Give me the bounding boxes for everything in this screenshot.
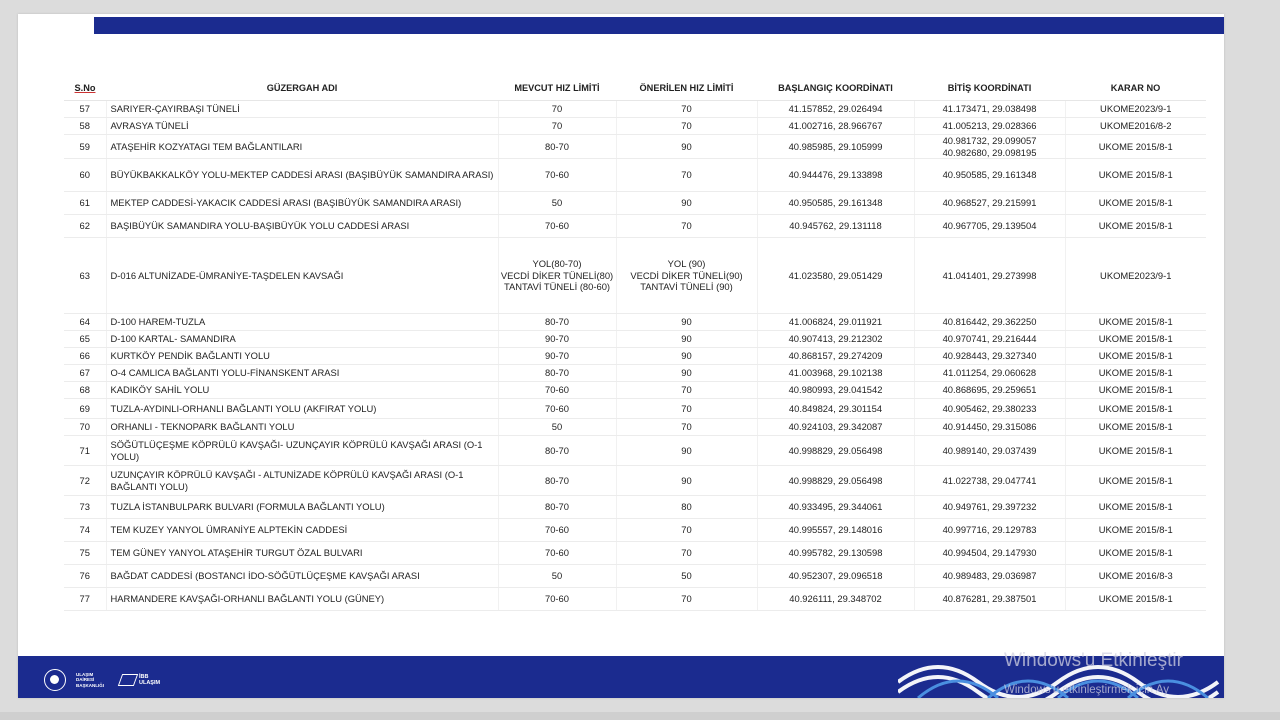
row-end-coordinate: 41.022738, 29.047741 <box>914 466 1065 496</box>
table-row <box>64 436 1206 466</box>
row-end-coordinate: 40.994504, 29.147930 <box>914 542 1065 565</box>
row-route-name: D-100 HAREM-TUZLA <box>106 314 498 331</box>
row-current-limit: 90-70 <box>498 348 616 365</box>
row-decision-no: UKOME 2015/8-1 <box>1065 466 1206 496</box>
row-start-coordinate: 40.945762, 29.131118 <box>757 215 914 238</box>
row-end-coordinate: 40.816442, 29.362250 <box>914 314 1065 331</box>
row-current-limit: 80-70 <box>498 436 616 466</box>
row-end-coordinate: 40.981732, 29.099057 40.982680, 29.098195 <box>914 135 1065 159</box>
table-row <box>64 419 1206 436</box>
row-proposed-limit: 90 <box>616 365 757 382</box>
row-proposed-limit: 70 <box>616 419 757 436</box>
row-current-limit: 70-60 <box>498 159 616 192</box>
activation-watermark-subtitle: Windows'u etkinleştirmek için Ay <box>1004 684 1169 696</box>
row-end-coordinate: 40.997716, 29.129783 <box>914 519 1065 542</box>
row-proposed-limit: 90 <box>616 331 757 348</box>
ulasim-mark-icon <box>118 674 138 686</box>
row-current-limit: 70-60 <box>498 399 616 419</box>
row-start-coordinate: 41.002716, 28.966767 <box>757 118 914 135</box>
table-row <box>64 542 1206 565</box>
row-proposed-limit: YOL (90) VECDİ DİKER TÜNELİ(90) TANTAVİ TÜNELİ (90) <box>616 238 757 314</box>
row-sno: 59 <box>64 135 106 159</box>
row-decision-no: UKOME 2015/8-1 <box>1065 159 1206 192</box>
table-header-row <box>64 76 1206 101</box>
row-end-coordinate: 40.968527, 29.215991 <box>914 192 1065 215</box>
row-route-name: ORHANLI - TEKNOPARK BAĞLANTI YOLU <box>106 419 498 436</box>
ulasim-logo-top: İBB <box>139 673 149 680</box>
row-current-limit: 70-60 <box>498 542 616 565</box>
row-start-coordinate: 40.868157, 29.274209 <box>757 348 914 365</box>
row-route-name: BÜYÜKBAKKALKÖY YOLU-MEKTEP CADDESİ ARASI (BAŞIBÜYÜK SAMANDIRA ARASI) <box>106 159 498 192</box>
row-current-limit: 80-70 <box>498 496 616 519</box>
row-start-coordinate: 40.924103, 29.342087 <box>757 419 914 436</box>
row-decision-no: UKOME 2015/8-1 <box>1065 588 1206 611</box>
header-sno: S.No <box>64 76 106 101</box>
row-start-coordinate: 41.023580, 29.051429 <box>757 238 914 314</box>
row-end-coordinate: 40.970741, 29.216444 <box>914 331 1065 348</box>
row-decision-no: UKOME 2016/8-3 <box>1065 565 1206 588</box>
row-route-name: KURTKÖY PENDİK BAĞLANTI YOLU <box>106 348 498 365</box>
row-start-coordinate: 40.944476, 29.133898 <box>757 159 914 192</box>
row-end-coordinate: 41.041401, 29.273998 <box>914 238 1065 314</box>
row-proposed-limit: 70 <box>616 588 757 611</box>
row-current-limit: 80-70 <box>498 135 616 159</box>
row-current-limit: 50 <box>498 565 616 588</box>
row-end-coordinate: 40.928443, 29.327340 <box>914 348 1065 365</box>
row-start-coordinate: 40.849824, 29.301154 <box>757 399 914 419</box>
row-current-limit: 80-70 <box>498 314 616 331</box>
row-route-name: D-100 KARTAL- SAMANDIRA <box>106 331 498 348</box>
table-row <box>64 192 1206 215</box>
row-decision-no: UKOME2023/9-1 <box>1065 238 1206 314</box>
slide <box>18 14 1224 698</box>
row-proposed-limit: 70 <box>616 159 757 192</box>
row-route-name: TUZLA-AYDINLI-ORHANLI BAĞLANTI YOLU (AKFIRAT YOLU) <box>106 399 498 419</box>
row-start-coordinate: 41.003968, 29.102138 <box>757 365 914 382</box>
row-route-name: TUZLA İSTANBULPARK BULVARI (FORMULA BAĞLANTI YOLU) <box>106 496 498 519</box>
ulasim-logo-bottom: ULAŞIM <box>139 680 161 686</box>
row-start-coordinate: 40.985985, 29.105999 <box>757 135 914 159</box>
row-end-coordinate: 40.949761, 29.397232 <box>914 496 1065 519</box>
row-decision-no: UKOME 2015/8-1 <box>1065 365 1206 382</box>
row-decision-no: UKOME 2015/8-1 <box>1065 436 1206 466</box>
row-sno: 61 <box>64 192 106 215</box>
row-end-coordinate: 40.876281, 29.387501 <box>914 588 1065 611</box>
row-decision-no: UKOME 2015/8-1 <box>1065 419 1206 436</box>
row-sno: 58 <box>64 118 106 135</box>
row-proposed-limit: 90 <box>616 192 757 215</box>
row-end-coordinate: 41.011254, 29.060628 <box>914 365 1065 382</box>
row-proposed-limit: 80 <box>616 496 757 519</box>
row-start-coordinate: 41.006824, 29.011921 <box>757 314 914 331</box>
row-start-coordinate: 40.998829, 29.056498 <box>757 466 914 496</box>
row-route-name: BAŞIBÜYÜK SAMANDIRA YOLU-BAŞIBÜYÜK YOLU CADDESİ ARASI <box>106 215 498 238</box>
table-row <box>64 118 1206 135</box>
row-sno: 63 <box>64 238 106 314</box>
row-end-coordinate: 40.989140, 29.037439 <box>914 436 1065 466</box>
header-end-coordinate: BİTİŞ KOORDİNATI <box>914 76 1065 101</box>
header-decision-no: KARAR NO <box>1065 76 1206 101</box>
row-start-coordinate: 40.926111, 29.348702 <box>757 588 914 611</box>
row-proposed-limit: 70 <box>616 542 757 565</box>
row-end-coordinate: 41.173471, 29.038498 <box>914 101 1065 118</box>
row-end-coordinate: 40.868695, 29.259651 <box>914 382 1065 399</box>
row-sno: 76 <box>64 565 106 588</box>
row-sno: 70 <box>64 419 106 436</box>
row-route-name: TEM GÜNEY YANYOL ATAŞEHİR TURGUT ÖZAL BULVARI <box>106 542 498 565</box>
row-current-limit: 50 <box>498 192 616 215</box>
table-row <box>64 399 1206 419</box>
table-row <box>64 565 1206 588</box>
row-current-limit: YOL(80-70) VECDİ DİKER TÜNELİ(80) TANTAVİ TÜNELİ (80-60) <box>498 238 616 314</box>
row-current-limit: 80-70 <box>498 466 616 496</box>
table-row <box>64 466 1206 496</box>
table-row <box>64 215 1206 238</box>
row-proposed-limit: 70 <box>616 118 757 135</box>
row-route-name: HARMANDERE KAVŞAĞI-ORHANLI BAĞLANTI YOLU (GÜNEY) <box>106 588 498 611</box>
row-current-limit: 50 <box>498 419 616 436</box>
row-sno: 74 <box>64 519 106 542</box>
department-logo-text: ULAŞIM DAİRESİ BAŞKANLIĞI <box>76 671 104 688</box>
table-row <box>64 238 1206 314</box>
row-route-name: ATAŞEHİR KOZYATAGI TEM BAĞLANTILARI <box>106 135 498 159</box>
table-row <box>64 101 1206 118</box>
row-decision-no: UKOME2016/8-2 <box>1065 118 1206 135</box>
row-proposed-limit: 50 <box>616 565 757 588</box>
row-route-name: AVRASYA TÜNELİ <box>106 118 498 135</box>
row-end-coordinate: 41.005213, 29.028366 <box>914 118 1065 135</box>
row-end-coordinate: 40.967705, 29.139504 <box>914 215 1065 238</box>
row-current-limit: 70-60 <box>498 215 616 238</box>
row-proposed-limit: 90 <box>616 436 757 466</box>
row-end-coordinate: 40.914450, 29.315086 <box>914 419 1065 436</box>
row-current-limit: 70-60 <box>498 519 616 542</box>
row-route-name: SÖĞÜTLÜÇEŞME KÖPRÜLÜ KAVŞAĞI- UZUNÇAYIR KÖPRÜLÜ KAVŞAĞI ARASI (O-1 YOLU) <box>106 436 498 466</box>
row-current-limit: 80-70 <box>498 365 616 382</box>
ulasim-logo <box>120 674 160 687</box>
row-route-name: UZUNÇAYIR KÖPRÜLÜ KAVŞAĞI - ALTUNİZADE KÖPRÜLÜ KAVŞAĞI ARASI (O-1 BAĞLANTI YOLU) <box>106 466 498 496</box>
row-decision-no: UKOME 2015/8-1 <box>1065 215 1206 238</box>
row-sno: 62 <box>64 215 106 238</box>
row-start-coordinate: 40.933495, 29.344061 <box>757 496 914 519</box>
row-current-limit: 70 <box>498 101 616 118</box>
row-sno: 64 <box>64 314 106 331</box>
row-proposed-limit: 70 <box>616 382 757 399</box>
row-start-coordinate: 40.950585, 29.161348 <box>757 192 914 215</box>
table-row <box>64 382 1206 399</box>
row-sno: 77 <box>64 588 106 611</box>
row-start-coordinate: 40.952307, 29.096518 <box>757 565 914 588</box>
footer-logos <box>44 666 160 694</box>
table-row <box>64 588 1206 611</box>
speed-limit-table <box>64 76 1206 611</box>
activation-watermark-title: Windows'u Etkinleştir <box>1004 650 1183 671</box>
header-route: GÜZERGAH ADI <box>106 76 498 101</box>
row-current-limit: 90-70 <box>498 331 616 348</box>
row-start-coordinate: 40.980993, 29.041542 <box>757 382 914 399</box>
top-accent-bar <box>94 17 1224 34</box>
header-start-coordinate: BAŞLANGIÇ KOORDİNATI <box>757 76 914 101</box>
row-route-name: KADIKÖY SAHİL YOLU <box>106 382 498 399</box>
row-decision-no: UKOME 2015/8-1 <box>1065 496 1206 519</box>
row-end-coordinate: 40.950585, 29.161348 <box>914 159 1065 192</box>
row-sno: 68 <box>64 382 106 399</box>
row-sno: 75 <box>64 542 106 565</box>
table-row <box>64 496 1206 519</box>
header-proposed-limit: ÖNERİLEN HIZ LİMİTİ <box>616 76 757 101</box>
row-proposed-limit: 70 <box>616 215 757 238</box>
row-decision-no: UKOME 2015/8-1 <box>1065 348 1206 365</box>
table-row <box>64 159 1206 192</box>
row-decision-no: UKOME 2015/8-1 <box>1065 331 1206 348</box>
row-sno: 66 <box>64 348 106 365</box>
row-route-name: MEKTEP CADDESİ-YAKACIK CADDESİ ARASI (BAŞIBÜYÜK SAMANDIRA ARASI) <box>106 192 498 215</box>
taskbar-strip <box>0 712 1280 720</box>
row-proposed-limit: 70 <box>616 101 757 118</box>
table-row <box>64 348 1206 365</box>
row-sno: 67 <box>64 365 106 382</box>
row-sno: 73 <box>64 496 106 519</box>
row-decision-no: UKOME 2015/8-1 <box>1065 382 1206 399</box>
row-proposed-limit: 90 <box>616 348 757 365</box>
table-row <box>64 331 1206 348</box>
table-row <box>64 314 1206 331</box>
row-decision-no: UKOME 2015/8-1 <box>1065 519 1206 542</box>
table-row <box>64 365 1206 382</box>
row-sno: 69 <box>64 399 106 419</box>
row-start-coordinate: 40.995557, 29.148016 <box>757 519 914 542</box>
row-sno: 60 <box>64 159 106 192</box>
header-current-limit: MEVCUT HIZ LİMİTİ <box>498 76 616 101</box>
table-row <box>64 519 1206 542</box>
row-decision-no: UKOME 2015/8-1 <box>1065 399 1206 419</box>
row-end-coordinate: 40.989483, 29.036987 <box>914 565 1065 588</box>
row-sno: 72 <box>64 466 106 496</box>
row-route-name: TEM KUZEY YANYOL ÜMRANİYE ALPTEKİN CADDESİ <box>106 519 498 542</box>
row-decision-no: UKOME 2015/8-1 <box>1065 135 1206 159</box>
row-decision-no: UKOME 2015/8-1 <box>1065 542 1206 565</box>
row-end-coordinate: 40.905462, 29.380233 <box>914 399 1065 419</box>
row-proposed-limit: 70 <box>616 399 757 419</box>
table-row <box>64 135 1206 159</box>
row-sno: 57 <box>64 101 106 118</box>
row-decision-no: UKOME 2015/8-1 <box>1065 314 1206 331</box>
row-proposed-limit: 90 <box>616 314 757 331</box>
row-route-name: BAĞDAT CADDESİ (BOSTANCI İDO-SÖĞÜTLÜÇEŞME KAVŞAĞI ARASI <box>106 565 498 588</box>
row-route-name: D-016 ALTUNİZADE-ÜMRANİYE-TAŞDELEN KAVSAĞI <box>106 238 498 314</box>
row-decision-no: UKOME 2015/8-1 <box>1065 192 1206 215</box>
row-proposed-limit: 90 <box>616 466 757 496</box>
row-start-coordinate: 40.995782, 29.130598 <box>757 542 914 565</box>
row-decision-no: UKOME2023/9-1 <box>1065 101 1206 118</box>
row-start-coordinate: 40.907413, 29.212302 <box>757 331 914 348</box>
row-current-limit: 70 <box>498 118 616 135</box>
row-current-limit: 70-60 <box>498 382 616 399</box>
row-sno: 65 <box>64 331 106 348</box>
row-proposed-limit: 90 <box>616 135 757 159</box>
ibb-logo-icon <box>44 669 66 691</box>
row-proposed-limit: 70 <box>616 519 757 542</box>
row-current-limit: 70-60 <box>498 588 616 611</box>
row-sno: 71 <box>64 436 106 466</box>
row-start-coordinate: 41.157852, 29.026494 <box>757 101 914 118</box>
row-route-name: SARIYER-ÇAYIRBAŞI TÜNELİ <box>106 101 498 118</box>
row-start-coordinate: 40.998829, 29.056498 <box>757 436 914 466</box>
row-route-name: O-4 CAMLICA BAĞLANTI YOLU-FİNANSKENT ARASI <box>106 365 498 382</box>
